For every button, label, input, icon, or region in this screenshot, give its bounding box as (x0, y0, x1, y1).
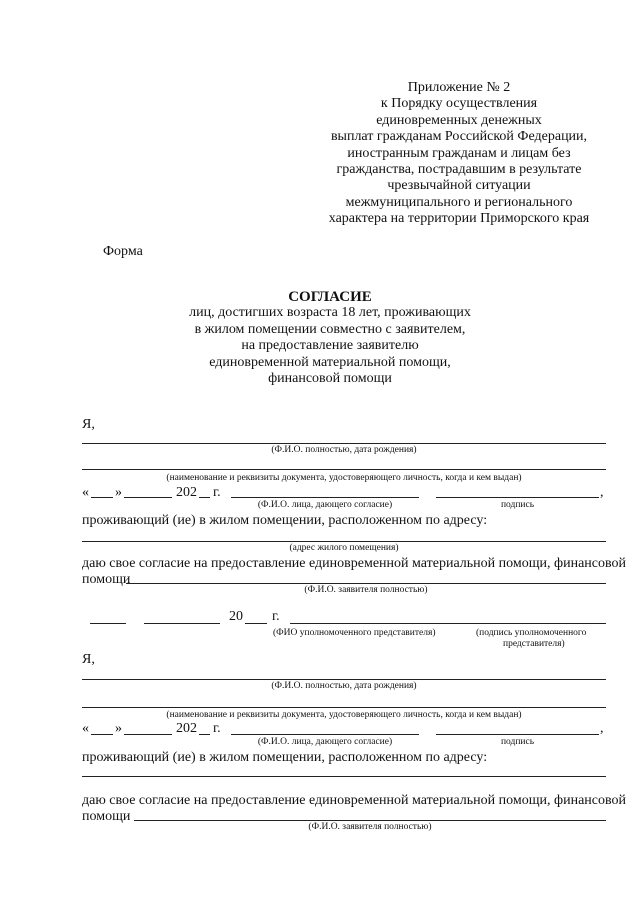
residing-text-2: проживающий (ие) в жилом помещении, расположенном по адресу: (82, 750, 488, 765)
appendix-line: межмуниципального и регионального (345, 194, 573, 210)
year-suffix-2: г. (213, 721, 221, 736)
caption-fio-consent: (Ф.И.О. лица, дающего согласие) (257, 500, 393, 510)
appendix-line: выплат гражданам Российской Федерации, (330, 129, 588, 145)
rep-day-line[interactable] (90, 623, 126, 624)
appendix-line: иностранным гражданам и лицам без (347, 145, 571, 161)
fio-dob-line-2[interactable] (82, 679, 606, 680)
appendix-line: единовременных денежных (376, 112, 542, 128)
rep-year-line[interactable] (245, 623, 267, 624)
consent-word: помощи (82, 572, 131, 587)
caption-rep-sign-1: (подпись уполномоченного (476, 628, 587, 638)
rep-month-line[interactable] (144, 623, 220, 624)
fio-dob-line[interactable] (82, 443, 606, 444)
caption-rep-fio: (ФИО уполномоченного представителя) (273, 628, 436, 638)
consent-word-2: помощи (82, 809, 131, 824)
title-line: финансовой помощи (268, 371, 392, 387)
caption-fio-consent-2: (Ф.И.О. лица, дающего согласие) (257, 737, 393, 747)
date-year-line-2[interactable] (199, 734, 210, 735)
rep-year-prefix: 20 (229, 609, 243, 624)
appendix-line: характера на территории Приморского края (328, 211, 590, 227)
date-year-prefix: 202 (176, 485, 197, 500)
caption-document-2: (наименование и реквизиты документа, удостоверяющего личность, когда и кем выдан) (166, 710, 522, 720)
title-line: единовременной материальной помощи, (209, 354, 451, 370)
applicant-line[interactable] (126, 583, 606, 584)
appendix-line: к Порядку осуществления (380, 96, 538, 112)
fio-consent-line-2[interactable] (231, 734, 419, 735)
date-month-line-2[interactable] (124, 734, 172, 735)
signature-line-2[interactable] (436, 734, 599, 735)
title-block (160, 289, 500, 387)
rep-year-suffix: г. (272, 609, 280, 624)
document-line-2[interactable] (82, 707, 606, 708)
caption-rep-sign-2: представителя) (503, 639, 565, 649)
title-heading: СОГЛАСИЕ (288, 289, 372, 305)
ya-label: Я, (82, 417, 95, 432)
title-line: на предоставление заявителю (241, 338, 419, 354)
caption-applicant-2: (Ф.И.О. заявителя полностью) (308, 822, 432, 832)
title-line: лиц, достигших возраста 18 лет, проживающих (189, 305, 471, 321)
consent-text-2: даю свое согласие на предоставление единовременной материальной помощи, финансовой (82, 793, 626, 808)
year-suffix: г. (213, 485, 221, 500)
date-open-quote: « (82, 485, 89, 500)
fio-consent-line[interactable] (231, 497, 419, 498)
caption-document: (наименование и реквизиты документа, удостоверяющего личность, когда и кем выдан) (166, 473, 522, 483)
caption-signature-2: подпись (500, 737, 535, 747)
caption-fio-dob: (Ф.И.О. полностью, дата рождения) (271, 445, 417, 455)
caption-applicant: (Ф.И.О. заявителя полностью) (304, 585, 428, 595)
date-day-line[interactable] (91, 497, 113, 498)
residing-text: проживающий (ие) в жилом помещении, расположенном по адресу: (82, 513, 488, 528)
comma-2: , (600, 721, 604, 736)
form-label: Форма (103, 244, 143, 259)
caption-signature: подпись (500, 500, 535, 510)
date-month-line[interactable] (124, 497, 172, 498)
title-line: в жилом помещении совместно с заявителем, (194, 321, 466, 337)
date-close-quote-2: » (115, 721, 122, 736)
date-open-quote-2: « (82, 721, 89, 736)
consent-text: даю свое согласие на предоставление единовременной материальной помощи, финансовой (82, 556, 626, 571)
appendix-line: чрезвычайной ситуации (387, 178, 531, 194)
date-year-line[interactable] (199, 497, 210, 498)
appendix-header (300, 80, 618, 228)
address-line[interactable] (82, 541, 606, 542)
document-line[interactable] (82, 469, 606, 470)
rep-fio-signature-line[interactable] (290, 623, 606, 624)
comma: , (600, 485, 604, 500)
date-close-quote: » (115, 485, 122, 500)
appendix-line: гражданства, пострадавшим в результате (336, 162, 582, 178)
caption-address: (адрес жилого помещения) (289, 543, 399, 553)
applicant-line-2[interactable] (134, 820, 606, 821)
appendix-line: Приложение № 2 (407, 80, 511, 95)
caption-fio-dob-2: (Ф.И.О. полностью, дата рождения) (271, 681, 417, 691)
ya-label-2: Я, (82, 652, 95, 667)
address-line-2[interactable] (82, 776, 606, 777)
date-year-prefix-2: 202 (176, 721, 197, 736)
signature-line[interactable] (436, 497, 599, 498)
date-day-line-2[interactable] (91, 734, 113, 735)
